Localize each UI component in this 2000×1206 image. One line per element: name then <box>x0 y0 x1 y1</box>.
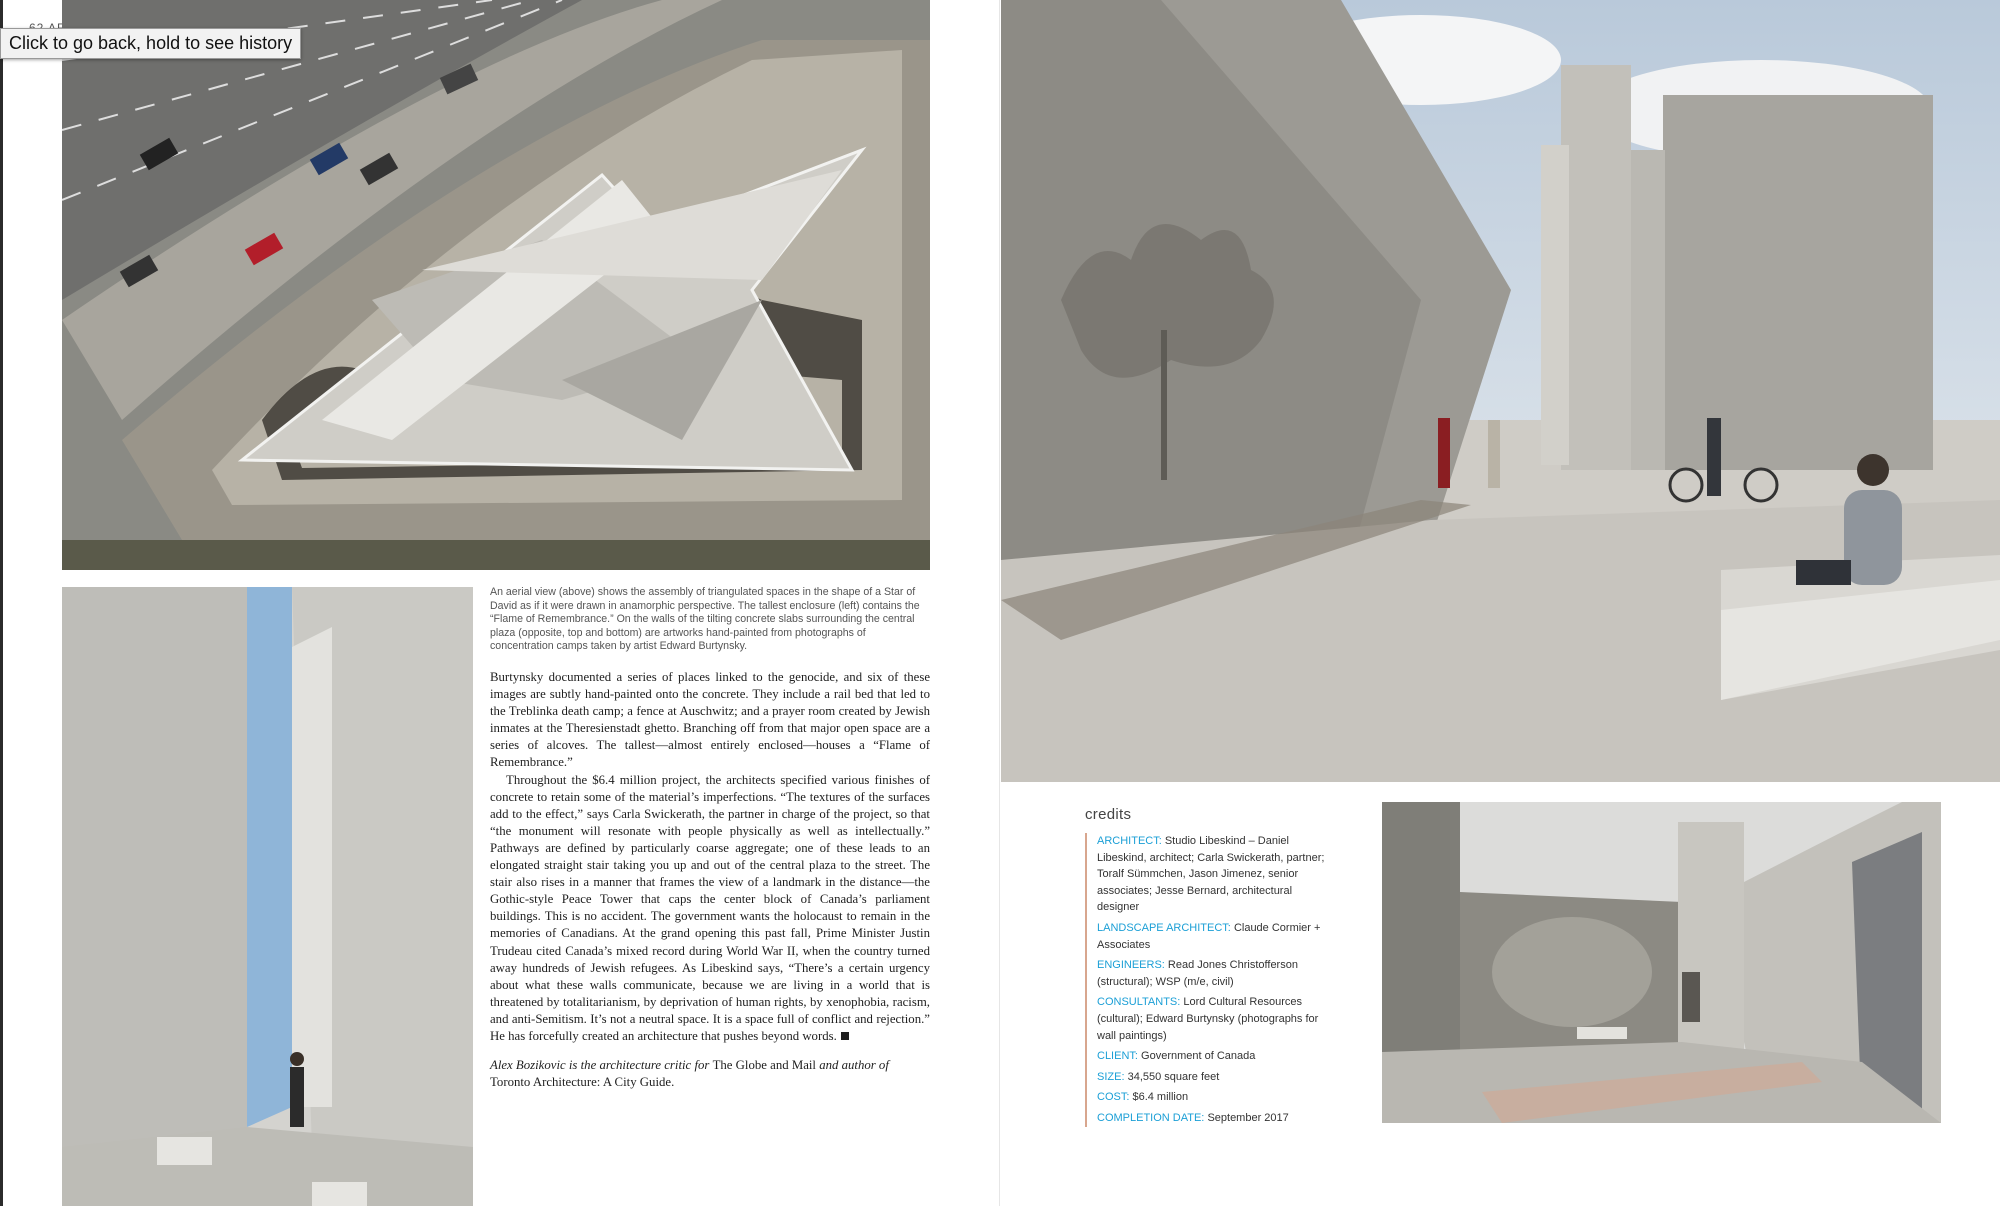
credit-label: CLIENT: <box>1097 1050 1138 1063</box>
credit-label: ARCHITECT: <box>1097 835 1162 847</box>
back-button-tooltip: Click to go back, hold to see history <box>0 28 301 59</box>
credit-value: Read Jones Christofferson (structural); WSP (m/e, civil) <box>1097 959 1298 988</box>
credit-size <box>1097 1069 1330 1086</box>
credit-label: CONSULTANTS: <box>1097 996 1181 1009</box>
bio-publication: The Globe and Mail <box>712 1058 816 1073</box>
credit-architect <box>1097 833 1330 916</box>
central-plaza-photo <box>1001 0 2000 782</box>
credits-title: credits <box>1085 806 1132 823</box>
credit-landscape-architect <box>1097 920 1330 953</box>
article-paragraph: Burtynsky documented a series of places linked to the genocide, and six of these images are subtly hand-painted onto the concrete. They include a rail bed that led to the Treblinka death camp; a fence at Auschwitz; and a prayer room created by Jewish inmates at the Theresienstadt ghetto. Branching off from that major open space are a series of alcoves. The tallest—almost entirely enclosed—houses a “Flame of Remembrance.” <box>490 670 930 770</box>
photo-caption: An aerial view (above) shows the assembly of triangulated spaces in the shape of a Star of David as if it were drawn in anamorphic perspective. The tallest enclosure (left) contains the “Flame of Remembrance.” On the walls of the tilting concrete slabs surrounding the central plaza (opposite, top and bottom) are artworks hand-painted from photographs of concentration camps taken by artist Edward Burtynsky. <box>490 586 920 653</box>
credit-label: SIZE: <box>1097 1070 1125 1083</box>
credit-value: 34,550 square feet <box>1127 1070 1220 1083</box>
credit-label: ENGINEERS: <box>1097 959 1165 972</box>
bio-text: Alex Bozikovic is the architecture critic for <box>490 1058 713 1073</box>
article-body <box>490 669 930 1091</box>
bio-book-title: Toronto Architecture: A City Guide. <box>490 1075 675 1090</box>
credit-label: LANDSCAPE ARCHITECT: <box>1097 921 1231 934</box>
bio-text: and author of <box>816 1058 889 1073</box>
article-paragraph-text: Throughout the $6.4 million project, the architects specified various finishes of concrete to retain some of the material’s imperfections. “The textures of the surfaces add to the effect,” says Carla Swickerath, the partner in charge of the project, so that “the monument will resonate with people physically as well as intellectually.” Pathways are defined by particularly coarse aggregate; one of these leads to an elongated straight stair taking you up and out of the central plaza to the street. The stair also rises in a manner that frames the view of a landmark in the distance—the Gothic-style Peace Tower that caps the center block of Canada’s parliament buildings. This is no accident. The government wants the holocaust to remain in the memories of Canadians. At the grand opening this past fall, Prime Minister Justin Trudeau cited Canada’s mixed record during World War II, when the country turned away hundreds of Jewish refugees. As Libeskind says, “There’s a certain urgency about what these walls communicate, because we are living in a world that is threatened by totalitarianism, by deprivation of human rights, by xenophobia, racism, and anti-Semitism. It’s not a neutral space. It is a space full of conflict and rejection.” He has forcefully created an architecture that pushes beyond words. <box>490 772 930 1043</box>
credit-label: COMPLETION DATE: <box>1097 1111 1205 1124</box>
project-credits <box>1085 806 1330 1131</box>
credit-value: Claude Cormier + Associates <box>1097 921 1321 951</box>
right-page <box>1000 0 2000 1206</box>
aerial-view-photo <box>62 0 930 570</box>
credit-label: COST: <box>1097 1091 1130 1104</box>
end-mark-icon <box>841 1032 849 1040</box>
credit-value: Lord Cultural Resources (cultural); Edward Burtynsky (photographs for wall paintings) <box>1097 996 1319 1042</box>
article-paragraph <box>490 772 930 1046</box>
credit-client <box>1097 1048 1330 1065</box>
credit-value: Government of Canada <box>1141 1050 1256 1063</box>
credit-value: $6.4 million <box>1132 1091 1189 1104</box>
interior-enclosure-photo <box>62 587 473 1206</box>
credit-engineers <box>1097 957 1330 990</box>
credit-value: September 2017 <box>1207 1111 1289 1124</box>
credit-value: Studio Libeskind – Daniel Libeskind, architect; Carla Swickerath, partner; Toralf Sümmchen, Jason Jimenez, senior associates; Jesse Bernard, architectural designer <box>1097 835 1325 914</box>
credit-cost <box>1097 1089 1330 1106</box>
credit-completion-date <box>1097 1110 1330 1127</box>
credit-consultants <box>1097 994 1330 1044</box>
author-bio <box>490 1057 930 1091</box>
credits-list <box>1085 833 1330 1127</box>
plaza-wall-painting-photo <box>1382 802 1941 1123</box>
